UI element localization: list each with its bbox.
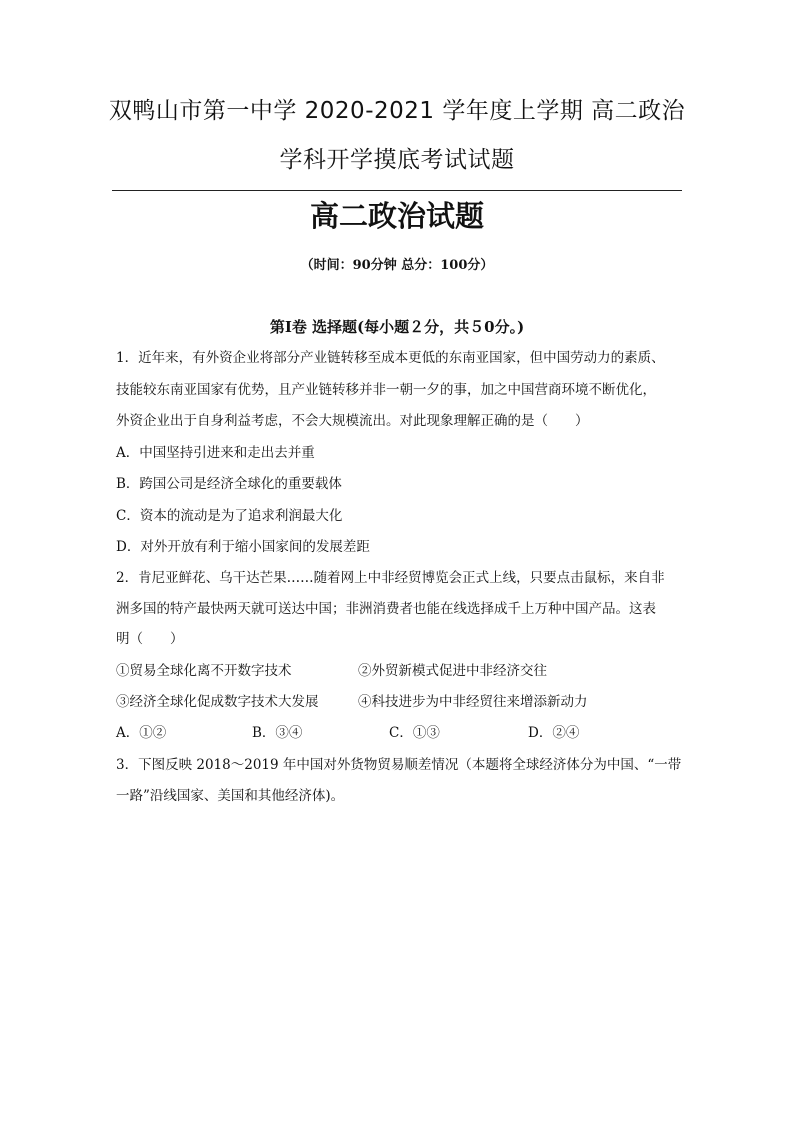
exam-time-score: （时间：90分钟 总分：100分） <box>300 258 494 273</box>
question-1-option-d: D．对外开放有利于缩小国家间的发展差距 <box>116 539 370 555</box>
question-3-stem-line-2: 一路”沿线国家、美国和其他经济体)。 <box>116 788 345 804</box>
question-2-option-a: A．①② <box>116 725 167 741</box>
question-2-option-d: D．②④ <box>528 725 580 741</box>
section-heading: 第Ⅰ卷 选择题(每小题２分，共５0分。) <box>269 318 525 336</box>
question-2-statement-4: ④科技进步为中非经贸往来增添新动力 <box>358 694 588 710</box>
question-2-statement-1: ①贸易全球化离不开数字技术 <box>116 663 292 679</box>
document-title-line-2: 学科开学摸底考试试题 <box>279 147 515 173</box>
question-2-statement-2: ②外贸新模式促进中非经济交往 <box>358 663 547 679</box>
question-2-statement-3: ③经济全球化促成数字技术大发展 <box>116 694 319 710</box>
question-1-option-a: A．中国坚持引进来和走出去并重 <box>116 445 315 461</box>
question-1-stem-line-3: 外资企业出于自身利益考虑，不会大规模流出。对此现象理解正确的是（ ） <box>116 413 589 429</box>
question-2-stem-line-2: 洲多国的特产最快两天就可送达中国；非洲消费者也能在线选择成千上万种中国产品。这表 <box>116 601 656 617</box>
question-2-stem-line-3: 明（ ） <box>116 631 184 647</box>
question-3-stem-line-1: 3．下图反映 2018～2019 年中国对外货物贸易顺差情况（本题将全球经济体分为中国、“一带 <box>116 757 682 773</box>
question-1-stem-line-1: 1．近年来，有外资企业将部分产业链转移至成本更低的东南亚国家，但中国劳动力的素质、 <box>116 350 665 366</box>
question-1-stem-line-2: 技能较东南亚国家有优势，且产业链转移并非一朝一夕的事，加之中国营商环境不断优化， <box>116 382 656 398</box>
title-divider <box>112 190 682 191</box>
question-2-option-b: B．③④ <box>252 725 303 741</box>
question-1-option-b: B．跨国公司是经济全球化的重要载体 <box>116 476 342 492</box>
exam-title: 高二政治试题 <box>309 199 484 233</box>
question-2-option-c: C．①③ <box>389 725 440 741</box>
question-2-stem-line-1: 2．肯尼亚鲜花、乌干达芒果……随着网上中非经贸博览会正式上线，只要点击鼠标，来自非 <box>116 570 665 586</box>
question-1-option-c: C．资本的流动是为了追求利润最大化 <box>116 508 343 524</box>
document-title-line-1: 双鸭山市第一中学 2020-2021 学年度上学期 高二政治 <box>108 98 686 124</box>
